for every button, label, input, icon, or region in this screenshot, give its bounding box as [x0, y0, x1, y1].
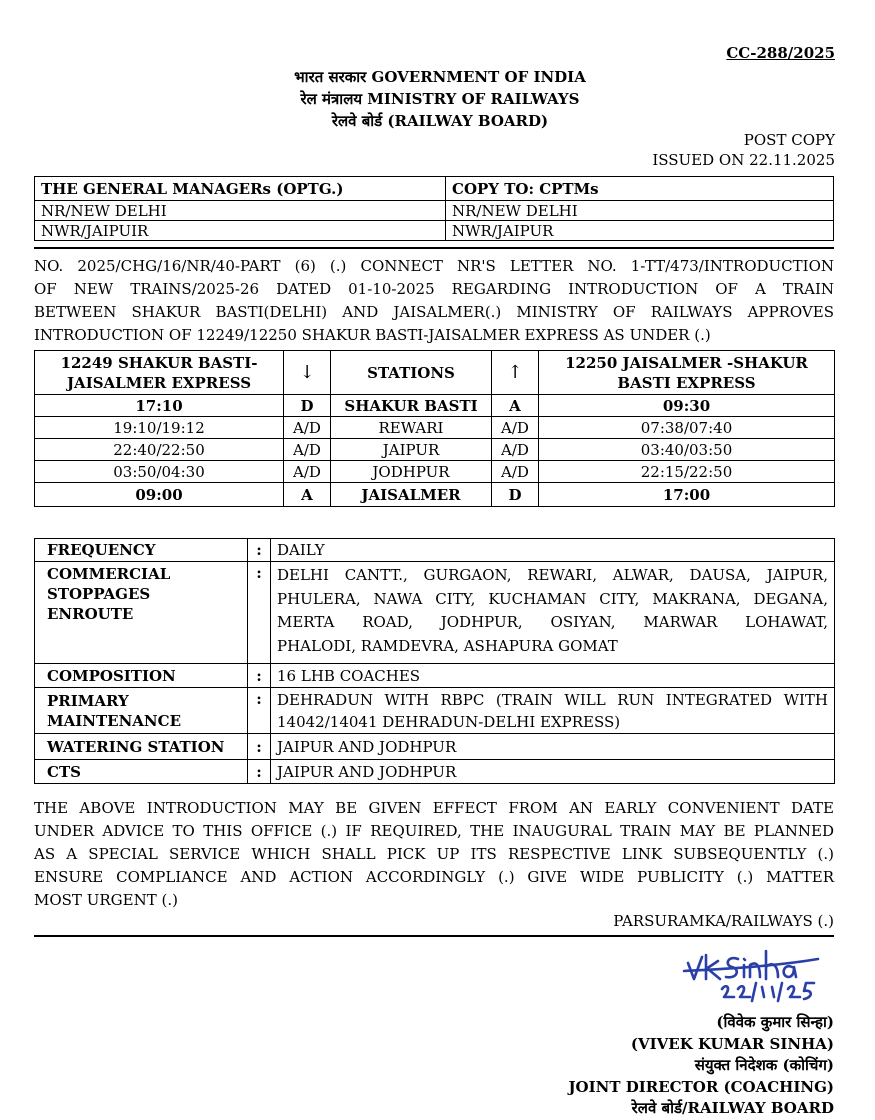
station-name: REWARI: [331, 417, 492, 439]
down-arr-dep: A: [284, 483, 331, 507]
signatory-designation: JOINT DIRECTOR (COACHING): [568, 1077, 834, 1096]
up-arr-dep: A/D: [492, 461, 539, 483]
closing-line: MOST URGENT (.): [34, 891, 178, 909]
watering-label: WATERING STATION: [35, 734, 248, 760]
down-time: 03:50/04:30: [35, 461, 284, 483]
addressee-row: NWR/JAIPUIR: [35, 221, 446, 241]
up-arrow-icon: ↑: [492, 351, 539, 395]
up-arr-dep: A/D: [492, 439, 539, 461]
up-arr-dep: A: [492, 395, 539, 417]
issued-date: ISSUED ON 22.11.2025: [652, 151, 835, 169]
govt-heading: [180, 66, 700, 132]
down-arr-dep: D: [284, 395, 331, 417]
addressee-row: NR/NEW DELHI: [35, 201, 446, 221]
down-arr-dep: A/D: [284, 461, 331, 483]
down-time: 22:40/22:50: [35, 439, 284, 461]
up-time: 07:38/07:40: [539, 417, 835, 439]
stoppage-line: PHULERA, NAWA CITY, KUCHAMAN CITY, MAKRANA, DEGANA,: [277, 589, 828, 608]
table-row: [35, 483, 835, 507]
up-train-title: 12250 JAISALMER -SHAKUR BASTI EXPRESS: [539, 351, 835, 395]
intro-line: BETWEEN SHAKUR BASTI(DELHI) AND JAISALMER(.) MINISTRY OF RAILWAYS APPROVES: [34, 303, 834, 321]
closing-line: UNDER ADVICE TO THIS OFFICE (.) IF REQUIRED, THE INAUGURAL TRAIN MAY BE PLANNED: [34, 822, 834, 840]
down-arr-dep: A/D: [284, 417, 331, 439]
heading-line-2: रेल मंत्रालय MINISTRY OF RAILWAYS: [300, 90, 580, 108]
timetable: [34, 350, 835, 507]
station-name: JAISALMER: [331, 483, 492, 507]
cts-label: CTS: [35, 760, 248, 784]
frequency-label: FREQUENCY: [35, 539, 248, 562]
up-time: 22:15/22:50: [539, 461, 835, 483]
up-arr-dep: A/D: [492, 417, 539, 439]
cts-value: JAIPUR AND JODHPUR: [271, 760, 835, 784]
closing-paragraph: [34, 797, 834, 912]
down-time: 17:10: [35, 395, 284, 417]
down-arrow-icon: ↓: [284, 351, 331, 395]
down-time: 09:00: [35, 483, 284, 507]
sender: PARSURAMKA/RAILWAYS (.): [613, 912, 834, 930]
heading-line-3: रेलवे बोर्ड (RAILWAY BOARD): [331, 112, 549, 130]
intro-line: INTRODUCTION OF 12249/12250 SHAKUR BASTI-JAISALMER EXPRESS AS UNDER (.): [34, 326, 711, 344]
maintenance-label: PRIMARY MAINTENANCE: [35, 688, 248, 734]
stations-header: STATIONS: [331, 351, 492, 395]
post-copy-label: POST COPY: [743, 131, 835, 149]
heading-line-1: भारत सरकार GOVERNMENT OF INDIA: [294, 68, 586, 86]
colon: :: [248, 734, 271, 760]
station-name: SHAKUR BASTI: [331, 395, 492, 417]
maintenance-line: 14042/14041 DEHRADUN-DELHI EXPRESS): [277, 712, 621, 731]
up-time: 17:00: [539, 483, 835, 507]
closing-line: AS A SPECIAL SERVICE WHICH SHALL PICK UP ITS RESPECTIVE LINK SUBSEQUENTLY (.): [34, 845, 834, 863]
colon: :: [248, 664, 271, 688]
stoppage-line: PHALODI, RAMDEVRA, ASHAPURA GOMAT: [277, 636, 618, 655]
details-table: [34, 538, 835, 784]
maintenance-value: [271, 688, 835, 734]
colon: :: [248, 760, 271, 784]
copy-to-header: COPY TO: CPTMs: [446, 177, 834, 201]
colon: :: [248, 688, 271, 734]
signatory-hindi-name: (विवेक कुमार सिन्हा): [716, 1013, 834, 1031]
frequency-value: DAILY: [271, 539, 835, 562]
divider: [34, 935, 834, 937]
stoppages-value: [271, 562, 835, 664]
closing-line: ENSURE COMPLIANCE AND ACTION ACCORDINGLY (.) GIVE WIDE PUBLICITY (.) MATTER: [34, 868, 834, 886]
composition-value: 16 LHB COACHES: [271, 664, 835, 688]
signatory-hindi-designation: संयुक्त निदेशक (कोचिंग): [694, 1056, 834, 1074]
station-name: JODHPUR: [331, 461, 492, 483]
stoppage-line: MERTA ROAD, JODHPUR, OSIYAN, MARWAR LOHAWAT,: [277, 613, 828, 631]
colon: :: [248, 562, 271, 664]
station-name: JAIPUR: [331, 439, 492, 461]
intro-paragraph: [34, 255, 834, 347]
signatory-name: (VIVEK KUMAR SINHA): [630, 1034, 834, 1053]
stoppage-line: DELHI CANTT., GURGAON, REWARI, ALWAR, DAUSA, JAIPUR,: [277, 566, 828, 584]
addressee-header: THE GENERAL MANAGERs (OPTG.): [35, 177, 446, 201]
post-copy: [500, 130, 835, 170]
up-time: 03:40/03:50: [539, 439, 835, 461]
watering-value: JAIPUR AND JODHPUR: [271, 734, 835, 760]
address-table: [34, 176, 834, 241]
signatory-office: रेलवे बोर्ड/RAILWAY BOARD: [631, 1099, 834, 1117]
intro-line: OF NEW TRAINS/2025-26 DATED 01-10-2025 REGARDING INTRODUCTION OF A TRAIN: [34, 280, 834, 298]
down-time: 19:10/19:12: [35, 417, 284, 439]
colon: :: [248, 539, 271, 562]
reference-number: CC-288/2025: [726, 44, 835, 62]
down-train-title: 12249 SHAKUR BASTI- JAISALMER EXPRESS: [35, 351, 284, 395]
down-arr-dep: A/D: [284, 439, 331, 461]
table-row: [35, 395, 835, 417]
copy-to-row: NR/NEW DELHI: [446, 201, 834, 221]
maintenance-line: DEHRADUN WITH RBPC (TRAIN WILL RUN INTEGRATED WITH: [277, 690, 828, 709]
signature-block: [420, 1012, 834, 1120]
up-time: 09:30: [539, 395, 835, 417]
copy-to-row: NWR/JAIPUR: [446, 221, 834, 241]
stoppages-label: COMMERCIAL STOPPAGES ENROUTE: [35, 562, 248, 664]
closing-line: THE ABOVE INTRODUCTION MAY BE GIVEN EFFECT FROM AN EARLY CONVENIENT DATE: [34, 799, 834, 817]
table-row: [35, 417, 835, 439]
table-row: [35, 461, 835, 483]
up-arr-dep: D: [492, 483, 539, 507]
handwritten-signature: [680, 945, 825, 1005]
table-row: [35, 439, 835, 461]
composition-label: COMPOSITION: [35, 664, 248, 688]
intro-line: NO. 2025/CHG/16/NR/40-PART (6) (.) CONNECT NR'S LETTER NO. 1-TT/473/INTRODUCTION: [34, 257, 834, 275]
divider: [34, 247, 834, 249]
